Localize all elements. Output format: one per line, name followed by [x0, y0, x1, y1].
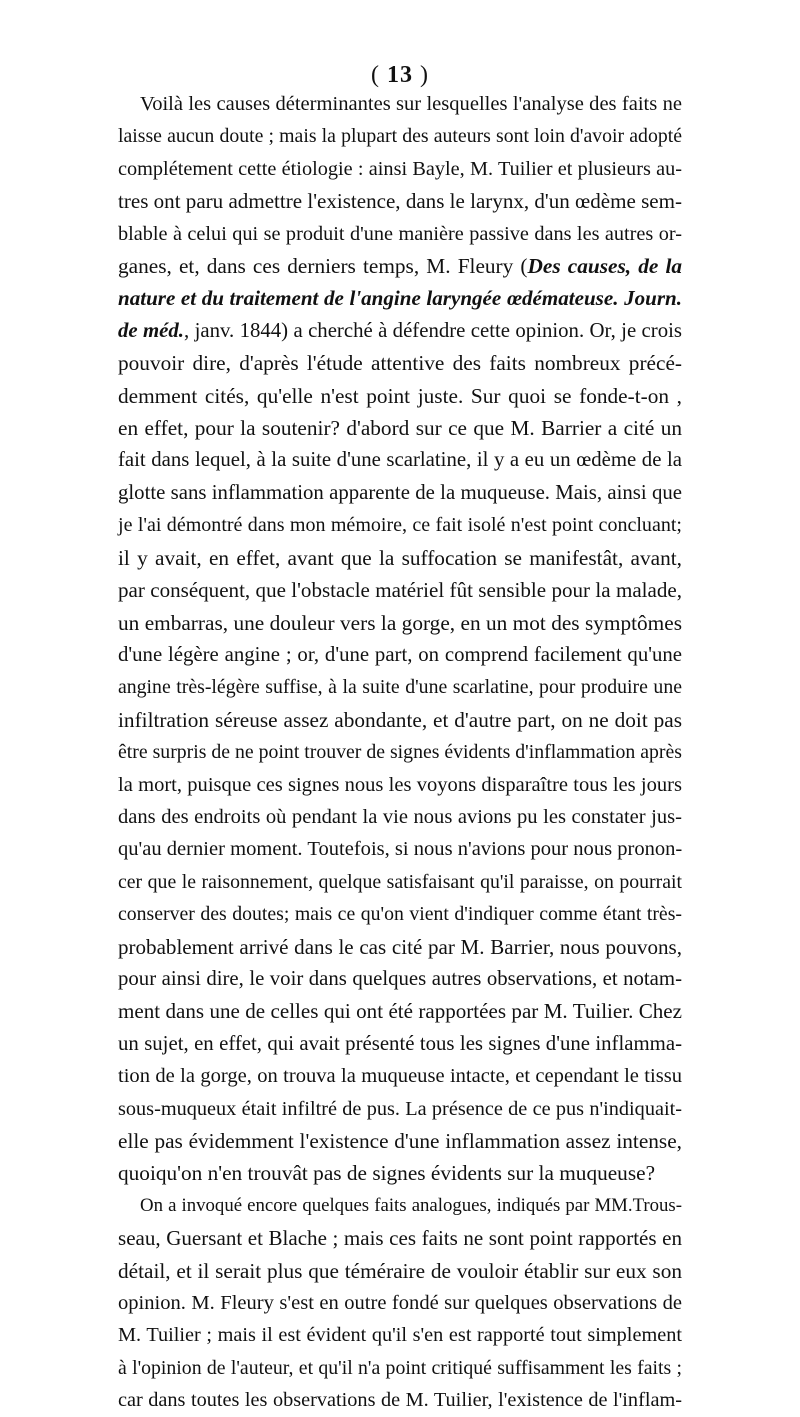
text-line: car dans toutes les observations de M. Tuilier, l'existence de l'inflam-: [118, 1389, 682, 1412]
text-line: à l'opinion de l'auteur, et qu'il n'a point critiqué suffisamment les faits ;: [118, 1356, 682, 1379]
text-line: demment cités, qu'elle n'est point juste. Sur quoi se fonde-t-on ,: [118, 383, 682, 408]
page-number-close: ): [413, 62, 429, 88]
text-line: conserver des doutes; mais ce qu'on vient d'indiquer comme étant très-: [118, 903, 682, 926]
text-line: sous-muqueux était infiltré de pus. La présence de ce pus n'indiquait-: [118, 1097, 682, 1120]
text-line: dans des endroits où pendant la vie nous avions pu les constater jus-: [118, 805, 682, 828]
text-line: par conséquent, que l'obstacle matériel fût sensible pour la malade,: [118, 578, 682, 603]
text-run: ganes, et, dans ces derniers temps, M. Fleury (: [118, 254, 528, 279]
text-line: ment dans une de celles qui ont été rapportées par M. Tuilier. Chez: [118, 999, 682, 1024]
text-line: opinion. M. Fleury s'est en outre fondé sur quelques observations de: [118, 1292, 682, 1315]
text-line: fait dans lequel, à la suite d'une scarlatine, il y a eu un œdème de la: [118, 448, 682, 472]
citation-title: nature et du traitement de l'angine laryngée œdémateuse. Journ.: [118, 286, 682, 311]
text-line: complétement cette étiologie : ainsi Bayle, M. Tuilier et plusieurs au-: [118, 157, 682, 180]
text-line: elle pas évidemment l'existence d'une inflammation assez intense,: [118, 1129, 682, 1153]
text-line: tion de la gorge, on trouva la muqueuse intacte, et cependant le tissu: [118, 1065, 682, 1088]
text-line: glotte sans inflammation apparente de la muqueuse. Mais, ainsi que: [118, 480, 682, 504]
text-line: pouvoir dire, d'après l'étude attentive des faits nombreux précé-: [118, 351, 682, 376]
text-line: qu'au dernier moment. Toutefois, si nous n'avions pour nous pronon-: [118, 838, 683, 861]
text-line: seau, Guersant et Blache ; mais ces faits ne sont point rapportés en: [118, 1226, 682, 1251]
text-line: Voilà les causes déterminantes sur lesquelles l'analyse des faits ne: [140, 93, 682, 115]
text-line: un sujet, en effet, qui avait présenté tous les signes d'une inflamma-: [118, 1031, 682, 1055]
text-line: laisse aucun doute ; mais la plupart des auteurs sont loin d'avoir adopté: [118, 125, 682, 148]
text-line: blable à celui qui se produit d'une manière passive dans les autres or-: [118, 222, 682, 245]
text-line: M. Tuilier ; mais il est évident qu'il s'en est rapporté tout simplement: [118, 1324, 682, 1347]
text-line: en effet, pour la soutenir? d'abord sur ce que M. Barrier a cité un: [118, 416, 682, 441]
text-line: tres ont paru admettre l'existence, dans le larynx, d'un œdème sem-: [118, 189, 682, 214]
citation-title: Des causes, de la: [527, 254, 683, 279]
page-number-open: (: [371, 62, 387, 88]
text-line: angine très-légère suffise, à la suite d'une scarlatine, pour produire une: [118, 676, 682, 699]
text-line: je l'ai démontré dans mon mémoire, ce fait isolé n'est point concluant;: [118, 514, 682, 537]
citation-title: de méd.: [118, 318, 184, 342]
text-line: cer que le raisonnement, quelque satisfaisant qu'il paraisse, on pourrait: [118, 870, 682, 893]
text-line: pour ainsi dire, le voir dans quelques autres observations, et notam-: [118, 966, 682, 990]
body-text: [118, 88, 682, 1417]
text-line: [118, 315, 682, 347]
text-line: quoiqu'on n'en trouvât pas de signes évidents sur la muqueuse?: [118, 1161, 656, 1186]
text-line: infiltration séreuse assez abondante, et d'autre part, on ne doit pas: [118, 707, 682, 732]
paragraph-2: [118, 1190, 682, 1417]
text-line: détail, et il serait plus que téméraire de vouloir établir sur eux son: [118, 1258, 682, 1283]
text-line: probablement arrivé dans le cas cité par M. Barrier, nous pouvons,: [118, 934, 682, 959]
text-run: , janv. 1844) a cherché à défendre cette opinion. Or, je crois: [184, 318, 682, 342]
text-line: [118, 282, 682, 314]
page-number-value: 13: [387, 62, 413, 88]
text-line: On a invoqué encore quelques faits analogues, indiqués par MM.Trous-: [140, 1194, 682, 1216]
paragraph-1: [118, 88, 682, 1190]
text-line: [118, 250, 682, 282]
text-line: un embarras, une douleur vers la gorge, en un mot des symptômes: [118, 610, 682, 635]
text-line: la mort, puisque ces signes nous les voyons disparaître tous les jours: [118, 773, 682, 796]
text-line: il y avait, en effet, avant que la suffocation se manifestât, avant,: [118, 545, 682, 570]
text-line: être surpris de ne point trouver de signes évidents d'inflammation après: [118, 741, 682, 764]
text-line: d'une légère angine ; or, d'une part, on comprend facilement qu'une: [118, 642, 682, 666]
page-number: [0, 60, 800, 90]
